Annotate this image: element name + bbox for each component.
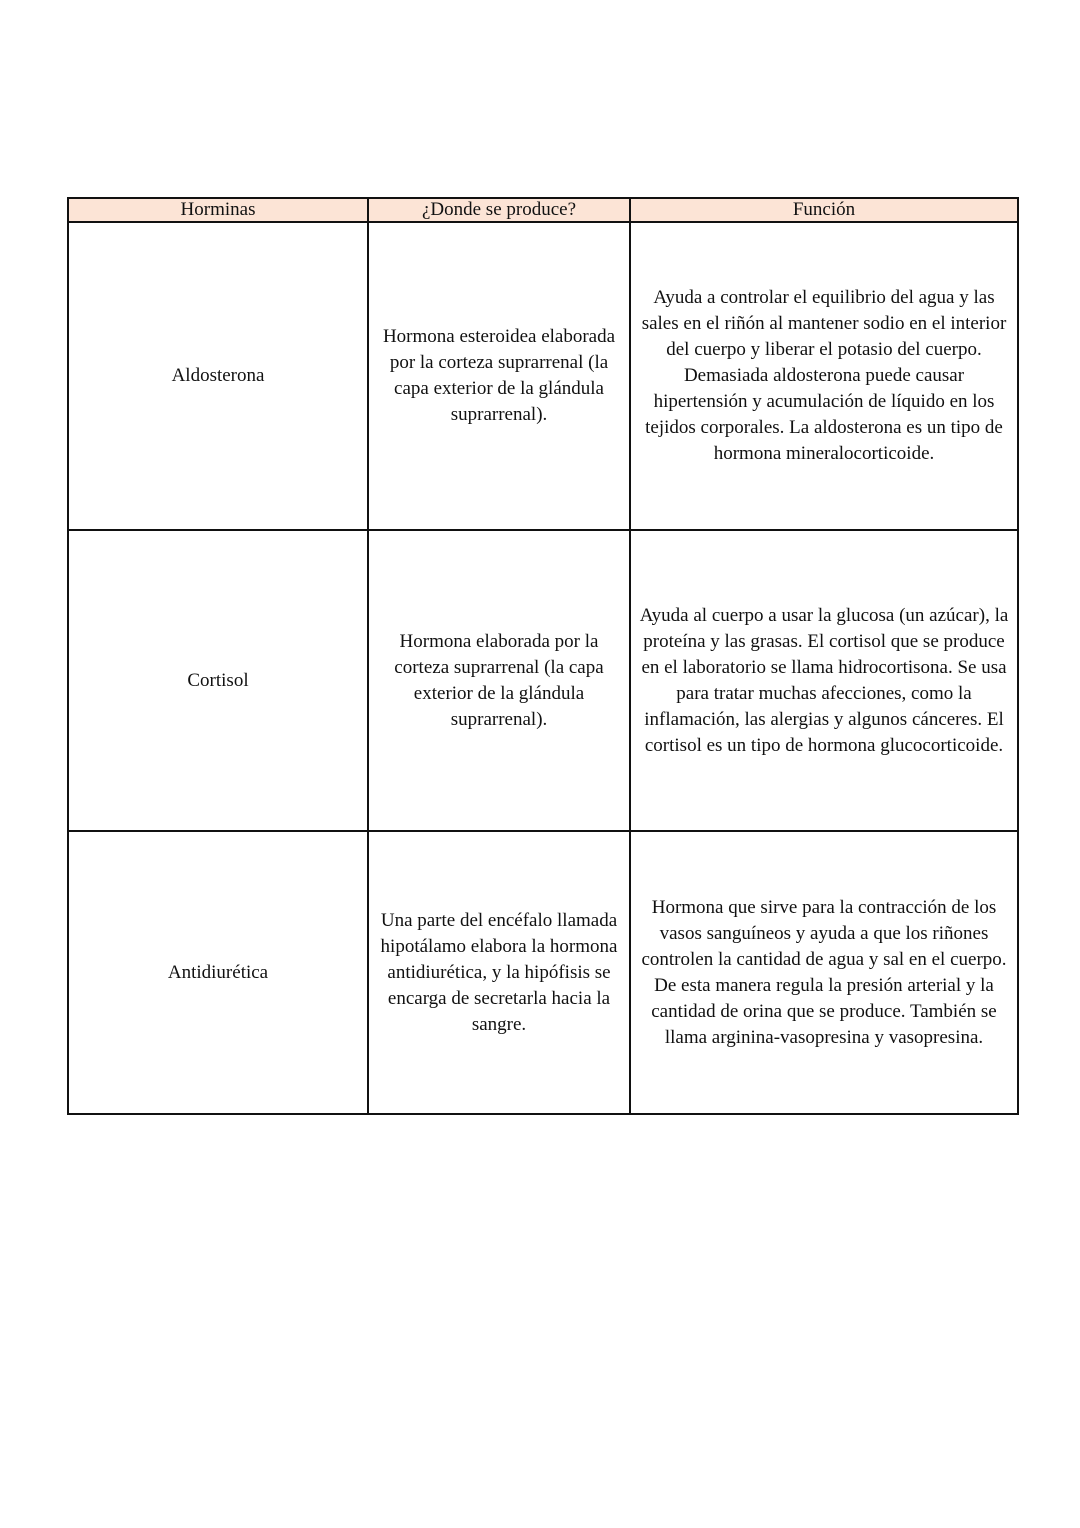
cell-origin: Hormona esteroidea elaborada por la corteza suprarrenal (la capa exterior de la glándula suprarrenal).: [368, 222, 630, 530]
header-function: Función: [630, 198, 1018, 222]
cell-function: Hormona que sirve para la contracción de los vasos sanguíneos y ayuda a que los riñones controlen la cantidad de agua y sal en el cuerpo. De esta manera regula la presión arterial y la cantidad de orina que se produce. También se llama arginina-vasopresina y vasopresina.: [630, 831, 1018, 1114]
cell-hormone: Antidiurética: [68, 831, 368, 1114]
cell-origin: Una parte del encéfalo llamada hipotálamo elabora la hormona antidiurética, y la hipófisis se encarga de secretarla hacia la sangre.: [368, 831, 630, 1114]
table-header-row: [68, 198, 1018, 222]
table-row: [68, 530, 1018, 831]
header-origin: ¿Donde se produce?: [368, 198, 630, 222]
cell-hormone: Aldosterona: [68, 222, 368, 530]
table-row: [68, 222, 1018, 530]
table-row: [68, 831, 1018, 1114]
cell-origin: Hormona elaborada por la corteza suprarrenal (la capa exterior de la glándula suprarrenal).: [368, 530, 630, 831]
hormone-table: [67, 197, 1019, 1115]
header-hormone: Horminas: [68, 198, 368, 222]
cell-function: Ayuda a controlar el equilibrio del agua y las sales en el riñón al mantener sodio en el interior del cuerpo y liberar el potasio del cuerpo. Demasiada aldosterona puede causar hipertensión y acumulación de líquido en los tejidos corporales. La aldosterona es un tipo de hormona mineralocorticoide.: [630, 222, 1018, 530]
cell-function: Ayuda al cuerpo a usar la glucosa (un azúcar), la proteína y las grasas. El cortisol que se produce en el laboratorio se llama hidrocortisona. Se usa para tratar muchas afecciones, como la inflamación, las alergias y algunos cánceres. El cortisol es un tipo de hormona glucocorticoide.: [630, 530, 1018, 831]
cell-hormone: Cortisol: [68, 530, 368, 831]
